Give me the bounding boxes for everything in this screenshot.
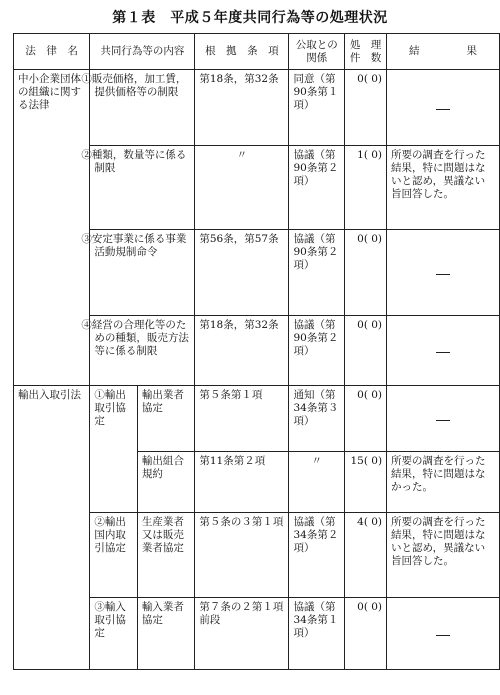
count-cell: 0( 0) (345, 598, 387, 670)
content-cell: ③安定事業に係る事業活動規制命令 (90, 230, 195, 316)
relation-cell: 協議（第34条第２項） (289, 513, 345, 598)
content-cell: ①販売価格，加工賃，提供価格等の制限 (90, 70, 195, 146)
basis-cell: 第５条の３第１項 (195, 513, 289, 598)
count-cell: 0( 0) (345, 70, 387, 146)
relation-cell: 協議（第90条第２項） (289, 146, 345, 230)
relation-cell: 協議（第90条第２項） (289, 316, 345, 386)
result-cell: 所要の調査を行った結果，特に問題はなかった。 (387, 452, 500, 513)
relation-cell: 協議（第34条第１項） (289, 598, 345, 670)
count-cell: 0( 0) (345, 316, 387, 386)
dash-mark (436, 635, 450, 636)
relation-cell: 協議（第90条第２項） (289, 230, 345, 316)
law-name: 中小企業団体の組織に関する法律 (14, 70, 90, 386)
header-content: 共同行為等の内容 (90, 34, 195, 70)
basis-cell: 第７条の２第１項前段 (195, 598, 289, 670)
header-law: 法 律 名 (14, 34, 90, 70)
basis-cell: 第18条，第32条 (195, 70, 289, 146)
header-result (387, 34, 500, 70)
table-title: 第１表 平成５年度共同行為等の処理状況 (112, 10, 388, 26)
basis-cell: 第５条第１項 (195, 386, 289, 452)
basis-cell: 〃 (195, 146, 289, 230)
law-name: 輸出入取引法 (14, 386, 90, 670)
basis-cell: 第11条第２項 (195, 452, 289, 513)
header-basis: 根 拠 条 項 (195, 34, 289, 70)
dash-mark (436, 420, 450, 421)
table-row (14, 70, 500, 146)
basis-cell: 第18条，第32条 (195, 316, 289, 386)
header-result-left: 結 (409, 45, 420, 57)
result-cell-empty (387, 598, 500, 670)
relation-cell: 通知（第34条第３項） (289, 386, 345, 452)
content-cell: 生産業者又は販売業者協定 (137, 513, 194, 598)
content-cell: ④経営の合理化等のための種類，販売方法等に係る制限 (90, 316, 195, 386)
content-cell: 輸出組合規約 (137, 452, 194, 513)
count-cell: 4( 0) (345, 513, 387, 598)
result-cell-empty (387, 386, 500, 452)
dash-mark (436, 109, 450, 110)
content-cell: 輸入業者協定 (137, 598, 194, 670)
result-cell-empty (387, 316, 500, 386)
result-cell-empty (387, 230, 500, 316)
table-row (14, 386, 500, 452)
header-result-right: 果 (466, 45, 477, 57)
count-cell: 0( 0) (345, 386, 387, 452)
count-cell: 15( 0) (345, 452, 387, 513)
result-cell: 所要の調査を行った結果，特に問題はないと認め，異議ない旨回答した。 (387, 513, 500, 598)
count-cell: 0( 0) (345, 230, 387, 316)
dash-mark (436, 352, 450, 353)
group-cell: ①輸出取引協定 (90, 386, 138, 513)
result-cell: 所要の調査を行った結果，特に問題はないと認め，異議ない旨回答した。 (387, 146, 500, 230)
dash-mark (436, 274, 450, 275)
header-relation: 公取との関係 (289, 34, 345, 70)
group-cell: ③輸入取引協定 (90, 598, 138, 670)
group-cell: ②輸出国内取引協定 (90, 513, 138, 598)
basis-cell: 第56条，第57条 (195, 230, 289, 316)
processing-status-table (13, 33, 500, 670)
header-count: 処 理 件 数 (345, 34, 387, 70)
relation-cell: 〃 (289, 452, 345, 513)
result-cell-empty (387, 70, 500, 146)
content-cell: ②種類，数量等に係る制限 (90, 146, 195, 230)
content-cell: 輸出業者協定 (137, 386, 194, 452)
count-cell: 1( 0) (345, 146, 387, 230)
relation-cell: 同意（第90条第１項） (289, 70, 345, 146)
header-row (14, 34, 500, 70)
